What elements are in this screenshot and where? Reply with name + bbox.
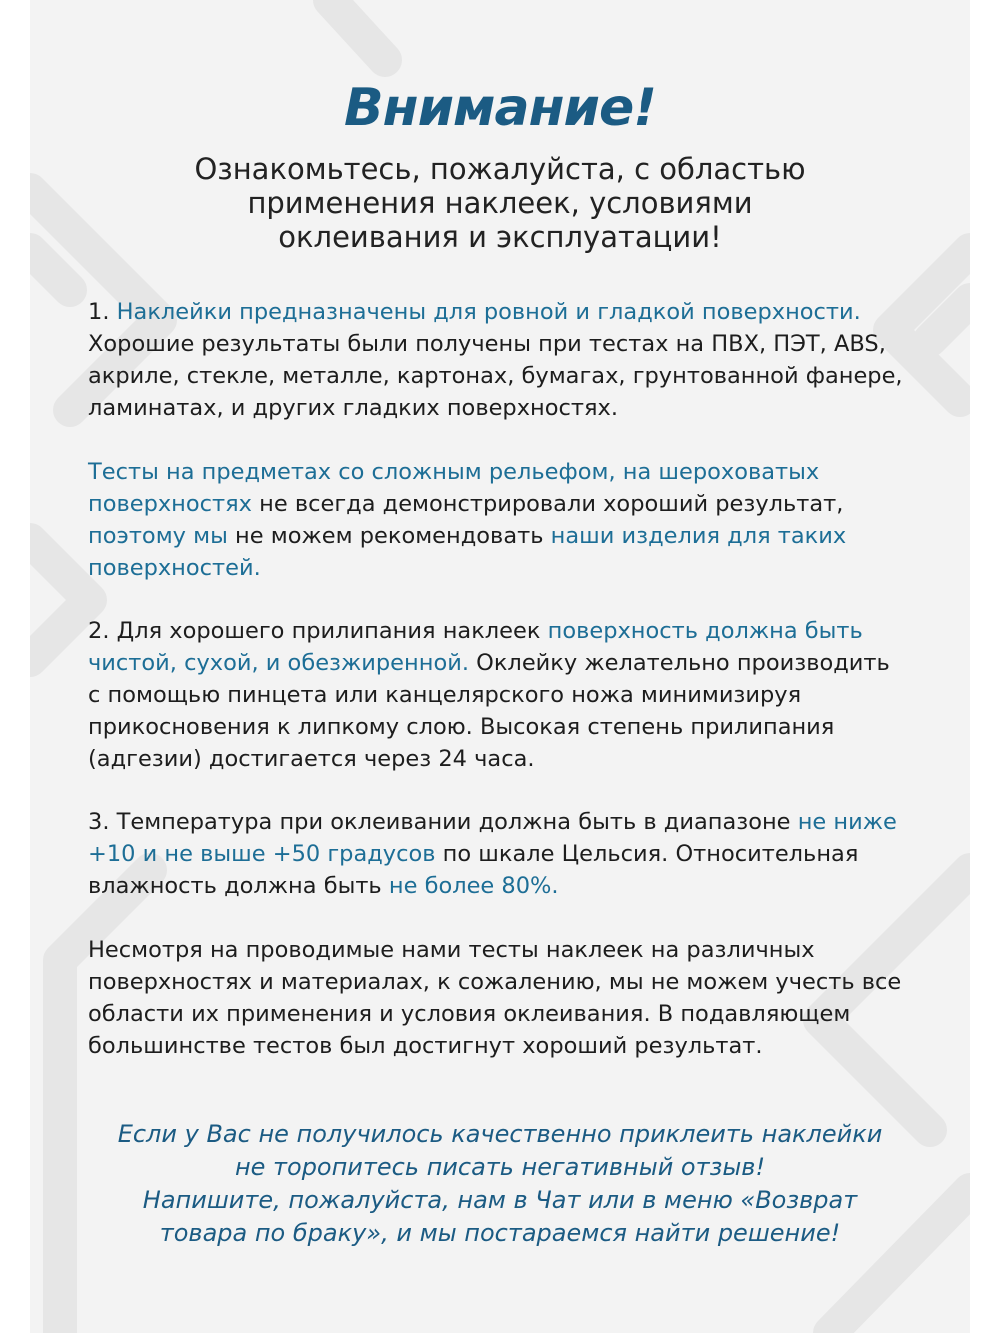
highlight-text: поверхностей. [88,555,261,581]
plain-text: не всегда демонстрировали хороший результат, [251,491,844,517]
plain-text: 2. Для хорошего прилипания наклеек [88,618,548,644]
paragraph-disclaimer [88,934,948,1062]
text-line: прикосновения к липкому слою. Высокая степень прилипания [88,714,835,740]
footer-line: Если у Вас не получилось качественно приклеить наклейки [117,1120,883,1148]
plain-text: 3. Температура при оклеивании должна быть в диапазоне [88,809,798,835]
text-line: области их применения и условия оклеивания. В подавляющем [88,1001,851,1027]
text-line [88,296,948,328]
highlight-text: поверхностях [88,491,252,517]
paragraph-relief-warning [88,456,948,584]
highlight-text: не ниже [797,809,897,835]
text-line [88,488,948,520]
text-line [88,615,948,647]
item-number: 1. [88,299,117,325]
highlight-text: не более 80%. [388,873,559,899]
text-line: с помощью пинцета или канцелярского ножа минимизируя [88,682,802,708]
plain-text: влажность должна быть [88,873,389,899]
text-line: Хорошие результаты были получены при тестах на ПВХ, ПЭТ, ABS, [88,331,886,357]
highlight-text: поверхность должна быть [547,618,863,644]
text-line: ламинатах, и других гладких поверхностях. [88,395,618,421]
subtitle-line: применения наклеек, условиями [247,186,753,220]
text-line: акриле, стекле, металле, картонах, бумагах, грунтованной фанере, [88,363,903,389]
highlight-text: Тесты на предметах со сложным рельефом, на шероховатых [88,459,820,485]
text-line [88,456,948,488]
deco-bracket-mid-left [30,540,90,660]
highlight-text: Наклейки предназначены для ровной и гладкой поверхности. [116,299,861,325]
footer-line: Напишите, пожалуйста, нам в Чат или в меню «Возврат [142,1186,858,1214]
info-card [30,0,970,1333]
text-line [88,806,948,838]
text-line: Несмотря на проводимые нами тесты наклеек на различных [88,937,815,963]
highlight-text: поэтому мы [88,523,228,549]
text-line [88,520,948,552]
paragraph-temperature [88,806,948,902]
footer-line: не торопитесь писать негативный отзыв! [234,1153,766,1181]
highlight-text: +10 и не выше +50 градусов [88,841,436,867]
highlight-text: чистой, сухой, и обезжиренной. [88,650,469,676]
text-line [88,838,948,870]
text-line [88,552,948,584]
subtitle-line: Ознакомьтесь, пожалуйста, с областью [194,152,806,186]
plain-text: по шкале Цельсия. Относительная [435,841,859,867]
footer-line: товара по браку», и мы постараемся найти решение! [159,1219,841,1247]
plain-text: Оклейку желательно производить [468,650,890,676]
text-line: большинстве тестов был достигнут хороший результат. [88,1033,763,1059]
text-line: (адгезии) достигается через 24 часа. [88,746,535,772]
footer-appeal [70,1118,930,1250]
subtitle-line: оклеивания и эксплуатации! [278,220,722,254]
paragraph-surface [88,296,948,424]
paragraph-adhesion [88,615,948,775]
text-line [88,870,948,902]
subtitle [90,152,910,254]
page-title: Внимание! [344,78,656,138]
text-line: поверхностях и материалах, к сожалению, мы не можем учесть все [88,969,902,995]
text-line [88,647,948,679]
highlight-text: наши изделия для таких [550,523,847,549]
plain-text: не можем рекомендовать [227,523,551,549]
